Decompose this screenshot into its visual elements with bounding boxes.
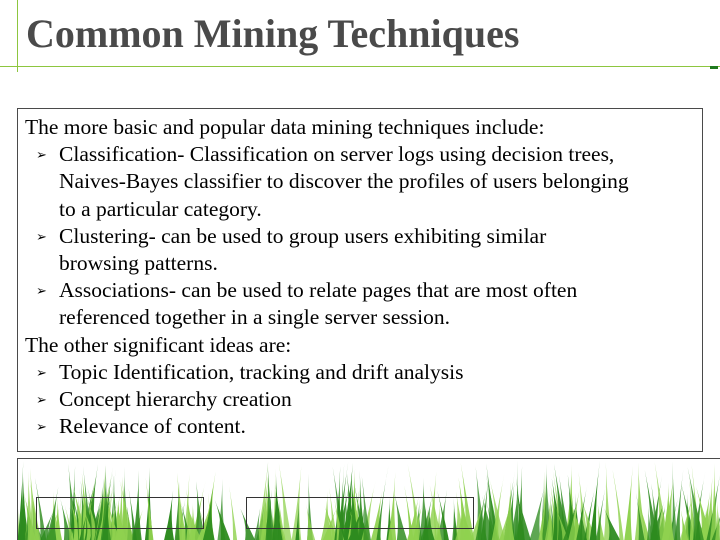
arrow-bullet-icon: ➢ <box>36 393 47 409</box>
frame-vertical-line <box>17 0 18 72</box>
grass-blade <box>624 466 633 540</box>
arrow-bullet-icon: ➢ <box>36 420 47 436</box>
other-idea-text: Topic Identification, tracking and drift analysis <box>59 359 464 384</box>
other-idea-text: Concept hierarchy creation <box>59 387 292 412</box>
footer-placeholder-left <box>36 497 204 529</box>
footer-placeholder-right <box>246 497 474 529</box>
other-ideas-heading: The other significant ideas are: <box>25 332 292 357</box>
content-text <box>25 114 705 440</box>
frame-horizontal-line <box>0 66 720 67</box>
technique-line: Associations- can be used to relate pages that are most often <box>59 278 578 303</box>
technique-line: Clustering- can be used to group users exhibiting similar <box>59 223 547 248</box>
technique-item-associations <box>25 277 705 331</box>
technique-line: to a particular category. <box>59 196 262 221</box>
technique-line: Classification- Classification on server logs using decision trees, <box>59 142 615 167</box>
grass-blade <box>229 486 237 540</box>
technique-line: Naives-Bayes classifier to discover the profiles of users belonging <box>59 169 629 194</box>
other-idea-item <box>25 386 705 413</box>
arrow-bullet-icon: ➢ <box>36 229 47 245</box>
arrow-bullet-icon: ➢ <box>36 284 47 300</box>
other-idea-item <box>25 413 705 440</box>
intro-text: The more basic and popular data mining techniques include: <box>25 115 545 139</box>
technique-line: referenced together in a single server session. <box>59 305 451 330</box>
other-idea-item <box>25 359 705 386</box>
arrow-bullet-icon: ➢ <box>36 148 47 164</box>
other-idea-text: Relevance of content. <box>59 414 246 439</box>
slide-title: Common Mining Techniques <box>26 11 520 56</box>
technique-item-classification <box>25 141 705 223</box>
arrow-bullet-icon: ➢ <box>36 365 47 381</box>
technique-line: browsing patterns. <box>59 251 218 276</box>
frame-corner-accent <box>710 66 718 69</box>
technique-item-clustering <box>25 223 705 277</box>
